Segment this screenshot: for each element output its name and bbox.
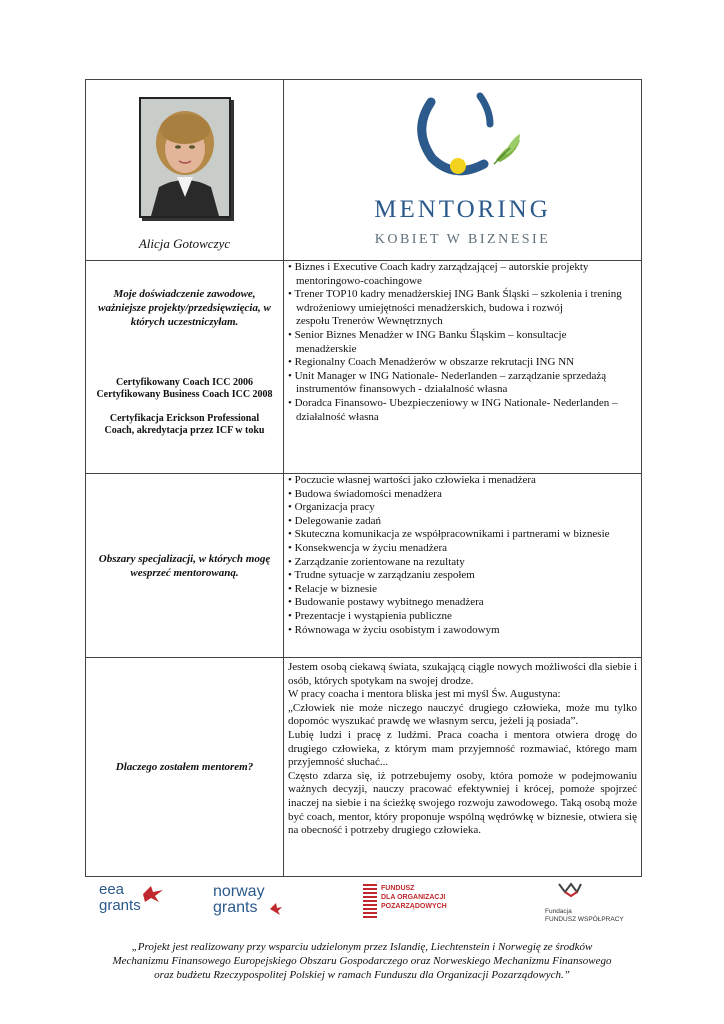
why-cell bbox=[284, 658, 642, 877]
list-item: działalność własna bbox=[296, 410, 379, 423]
experience-cell bbox=[284, 261, 642, 474]
sponsor-logos bbox=[85, 878, 641, 938]
list-item: • Organizacja pracy bbox=[288, 501, 375, 514]
list-item: • Biznes i Executive Coach kadry zarządzającej – autorskie projekty bbox=[288, 261, 589, 273]
list-item: • Konsekwencja w życiu menadżera bbox=[288, 541, 448, 554]
list-item: • Poczucie własnej wartości jako człowieka i menadżera bbox=[288, 474, 536, 486]
list-item: zespołu Trenerów Wewnętrznych bbox=[296, 315, 443, 328]
certification-3: Certyfikacja Erickson Professional Coach, akredytacja przez ICF w toku bbox=[104, 413, 265, 436]
list-item: • Doradca Finansowo- Ubezpieczeniowy w ING Nationale- Nederlanden – bbox=[288, 396, 618, 409]
why-paragraph-1: Jestem osobą ciekawą świata, szukającą ciągle nowych możliwości dla siebie i osób, których spotykam na swojej drodze. bbox=[288, 661, 637, 687]
cooperation-fund-logo: Fundacja FUNDUSZ WSPÓŁPRACY bbox=[545, 882, 641, 928]
list-item: • Zarządzanie zorientowane na rezultaty bbox=[288, 555, 465, 568]
specialization-heading: Obszary specjalizacji, w których mogę wesprzeć mentorowaną. bbox=[98, 552, 271, 579]
ngo-fund-logo: FUNDUSZ DLA ORGANIZACJI POZARZĄDOWYCH bbox=[363, 880, 463, 926]
list-item: • Delegowanie zadań bbox=[288, 514, 382, 527]
eea-grants-mark-icon bbox=[141, 884, 165, 904]
experience-heading: Moje doświadczenie zawodowe, ważniejsze projekty/przedsięwzięcia, w których uczestniczyłam. bbox=[98, 288, 271, 328]
list-item: mentoringowo-coachingowe bbox=[296, 274, 422, 287]
why-paragraph-2: W pracy coacha i mentora bliska jest mi myśl Św. Augustyna: bbox=[288, 688, 561, 701]
experience-list bbox=[284, 261, 641, 424]
list-item: instrumentów finansowych - działalność własna bbox=[296, 383, 508, 396]
person-name: Alicja Gotowczyc bbox=[138, 236, 231, 251]
list-item: • Prezentacje i wystąpienia publiczne bbox=[288, 609, 452, 622]
specialization-label-cell bbox=[86, 474, 284, 658]
specialization-cell bbox=[284, 474, 642, 658]
why-quote: „Człowiek nie może niczego nauczyć drugiego człowieka, może mu tylko dopomóc wyszukać prawdę we własnym sercu, jeżeli ją posiada”. bbox=[288, 701, 637, 728]
cooperation-fund-mark-icon bbox=[557, 882, 583, 898]
norway-grants-logo: norway grants bbox=[213, 884, 293, 930]
why-heading: Dlaczego zostałem mentorem? bbox=[115, 761, 254, 773]
profile-table bbox=[85, 79, 642, 877]
funding-line-3: oraz budżetu Rzeczypospolitej Polskiej w ramach Funduszu dla Organizacji Pozarządowych.” bbox=[154, 969, 570, 981]
list-item: • Skuteczna komunikacja ze współpracownikami i partnerami w biznesie bbox=[288, 528, 610, 541]
logo-title: MENTORING bbox=[374, 196, 551, 223]
logo-cell bbox=[284, 80, 642, 261]
list-item: • Trudne sytuacje w zarządzaniu zespołem bbox=[288, 569, 475, 582]
list-item: • Regionalny Coach Menadżerów w obszarze rekrutacji ING NN bbox=[288, 356, 575, 369]
why-paragraph-4: Często zdarza się, iż potrzebujemy osoby, która pomoże w podejmowaniu ważnych decyzji, nauczy pracować efektywniej i krócej, pomoże spojrzeć inaczej na siebie i na ścieżkę swojego rozwoju zawodowego. Taką osobą może być coach, mentor, który proponuje wspólną wędrówkę w biznesie, otwiera się na obecność i potrzeby drugiego człowieka. bbox=[288, 769, 637, 837]
funding-line-2: Mechanizmu Finansowego Europejskiego Obszaru Gospodarczego oraz Norweskiego Mechanizmu Finansowego bbox=[112, 955, 612, 967]
eea-grants-logo: eea grants bbox=[99, 882, 169, 928]
list-item: • Równowaga w życiu osobistym i zawodowym bbox=[288, 623, 500, 636]
why-paragraph-3: Lubię ludzi i pracę z ludźmi. Praca coacha i mentora otwiera drogę do drugiego człowieka, z którym mam przyjemność rozmawiać, którego mam przyjemność słuchać... bbox=[288, 728, 637, 769]
profile-cell bbox=[86, 80, 284, 261]
norway-grants-mark-icon bbox=[269, 902, 283, 916]
portrait-image bbox=[141, 99, 229, 216]
mentoring-logo bbox=[284, 80, 641, 260]
logo-subtitle: KOBIET W BIZNESIE bbox=[374, 232, 551, 247]
experience-label-cell bbox=[86, 261, 284, 474]
list-item: wdrożeniowy umiejętności menadżerskich, budowa i rozwój bbox=[296, 301, 563, 314]
list-item: • Trener TOP10 kadry menadżerskiej ING Bank Śląski – szkolenia i trening bbox=[288, 288, 622, 301]
list-item: • Relacje w biznesie bbox=[288, 582, 378, 595]
profile-photo bbox=[139, 97, 231, 218]
list-item: • Senior Biznes Menadżer w ING Banku Śląskim – konsultacje bbox=[288, 328, 567, 341]
list-item: • Budowanie postawy wybitnego menadżera bbox=[288, 596, 484, 609]
list-item: menadżerskie bbox=[296, 342, 357, 355]
certification-1: Certyfikowany Coach ICC 2006 bbox=[116, 377, 253, 388]
list-item: • Budowa świadomości menadżera bbox=[288, 487, 442, 500]
list-item: • Unit Manager w ING Nationale- Nederlanden – zarządzanie sprzedażą bbox=[288, 369, 607, 382]
why-label-cell bbox=[86, 658, 284, 877]
certification-2: Certyfikowany Business Coach ICC 2008 bbox=[96, 389, 273, 400]
funding-statement bbox=[60, 940, 664, 982]
specialization-list bbox=[284, 474, 641, 637]
funding-line-1: „Projekt jest realizowany przy wsparciu udzielonym przez Islandię, Liechtenstein i Norwegię ze środków bbox=[131, 941, 593, 953]
